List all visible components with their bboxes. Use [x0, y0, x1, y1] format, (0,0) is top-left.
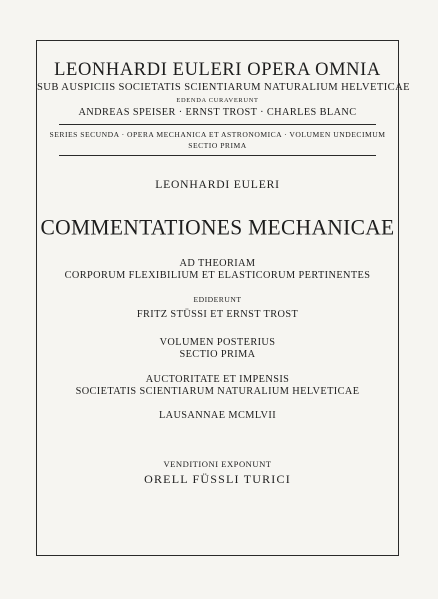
series-sectio: SECTIO PRIMA — [188, 141, 247, 150]
edenda-label: EDENDA CURAVERUNT — [176, 97, 259, 104]
volume-posterius: VOLUMEN POSTERIUS — [159, 337, 276, 348]
imprint-line: LAUSANNAE MCMLVII — [158, 410, 277, 421]
subject-line-2: CORPORUM FLEXIBILIUM ET ELASTICORUM PERTINENTES — [64, 270, 371, 281]
series-subtitle: SUB AUSPICIIS SOCIETATIS SCIENTIARUM NATURALIUM HELVETICAE — [37, 82, 411, 93]
work-title: COMMENTATIONES MECHANICAE — [40, 214, 395, 240]
subject-line-1: AD THEORIAM — [179, 258, 256, 269]
title-page-frame — [36, 40, 411, 556]
general-editors: ANDREAS SPEISER · ERNST TROST · CHARLES BLANC — [78, 107, 357, 118]
divider-top — [59, 124, 376, 125]
divider-bottom — [59, 155, 376, 156]
publisher-line-1: VENDITIONI EXPONUNT — [163, 459, 272, 469]
volume-editors: FRITZ STÜSSI ET ERNST TROST — [136, 309, 299, 320]
volume-sectio: SECTIO PRIMA — [179, 349, 256, 360]
auspices-line-2: SOCIETATIS SCIENTIARUM NATURALIUM HELVETICAE — [75, 386, 360, 397]
series-line: SERIES SECUNDA · OPERA MECHANICA ET ASTRONOMICA · VOLUMEN UNDECIMUM — [49, 130, 386, 139]
auspices-line-1: AUCTORITATE ET IMPENSIS — [145, 374, 290, 385]
author-name: LEONHARDI EULERI — [155, 178, 280, 191]
ediderunt-label: EDIDERUNT — [193, 295, 242, 304]
series-title: LEONHARDI EULERI OPERA OMNIA — [54, 60, 381, 80]
publisher-line-2: ORELL FÜSSLI TURICI — [144, 472, 291, 486]
